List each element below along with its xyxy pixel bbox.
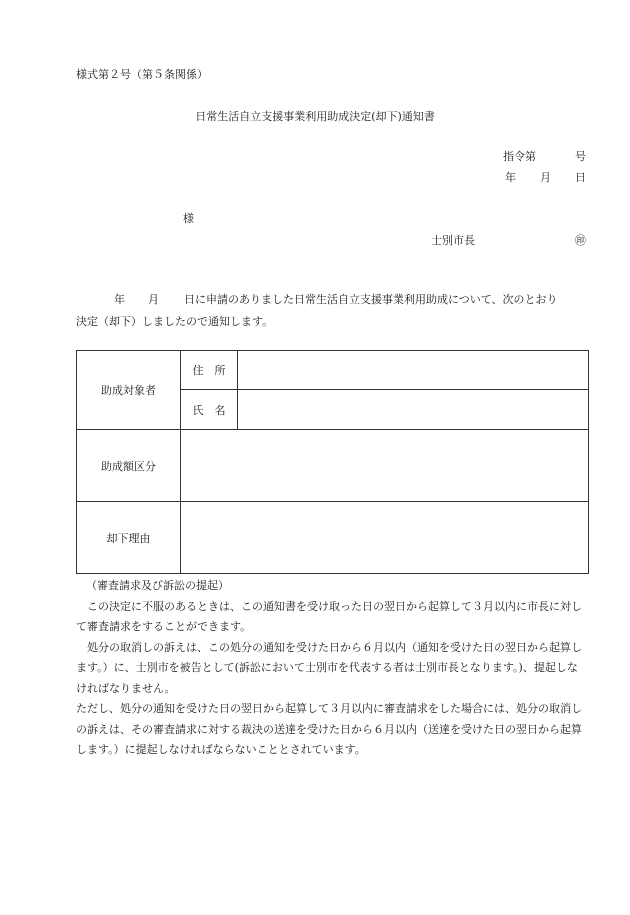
body-month: 月 <box>148 293 159 306</box>
body-text-line-2: 決定（却下）しましたので通知します。 <box>76 315 274 328</box>
notes-heading: （審査請求及び訴訟の提起） <box>86 579 229 592</box>
notes-paragraph-1: この決定に不服のあるときは、この通知書を受け取った日の翌日から起算して３月以内に市長に対して審査請求をすることができます。 <box>76 599 582 633</box>
name-label-cell <box>181 390 238 430</box>
date-year: 年 <box>505 171 516 184</box>
form-number: 様式第２号（第５条関係） <box>76 68 208 81</box>
notes-paragraph-3: ただし、処分の通知を受けた日の翌日から起算して３月以内に審査請求をした場合には、処分の取消しの訴えは、その審査請求に対する裁決の送達を受けた日から６月以内（送達を受けた日の翌日から起算します。）に提起しなければならないこととされています。 <box>76 702 582 756</box>
reason-label: 却下理由 <box>106 531 151 545</box>
table-row <box>77 502 589 574</box>
table-row <box>77 430 589 502</box>
document-title: 日常生活自立支援事業利用助成決定(却下)通知書 <box>195 110 435 123</box>
body-year: 年 <box>114 293 125 306</box>
reference-prefix: 指令第 <box>503 150 536 163</box>
date-day: 日 <box>575 171 586 184</box>
amount-label: 助成額区分 <box>101 459 156 473</box>
decision-table <box>76 350 589 574</box>
body-text-line-1: 日に申請のありました日常生活自立支援事業利用助成について、次のとおり <box>184 293 558 306</box>
addressee-honorific: 様 <box>183 212 194 225</box>
name-label: 氏 名 <box>192 403 226 417</box>
address-value-cell <box>238 351 589 390</box>
notes-paragraph-2: 処分の取消しの訴えは、この処分の通知を受けた日から６月以内（通知を受けた日の翌日から起算します。）に、士別市を被告として(訴訟において士別市を代表する者は士別市長となります。)、提起しなければなりません。 <box>76 640 582 695</box>
reference-suffix: 号 <box>575 150 586 163</box>
reason-value-cell <box>181 502 589 574</box>
name-value-cell <box>238 390 589 430</box>
amount-value-cell <box>181 430 589 502</box>
address-label-cell <box>181 351 238 390</box>
reason-label-cell <box>77 502 181 574</box>
date-month: 月 <box>540 171 551 184</box>
seal-mark: ㊞ <box>575 234 586 247</box>
appeal-notes <box>76 576 588 761</box>
subject-label: 助成対象者 <box>101 384 156 397</box>
table-row <box>77 351 589 390</box>
address-label: 住 所 <box>192 364 226 377</box>
subject-label-cell <box>77 351 181 430</box>
amount-label-cell <box>77 430 181 502</box>
issuer-name: 士別市長 <box>431 234 475 247</box>
